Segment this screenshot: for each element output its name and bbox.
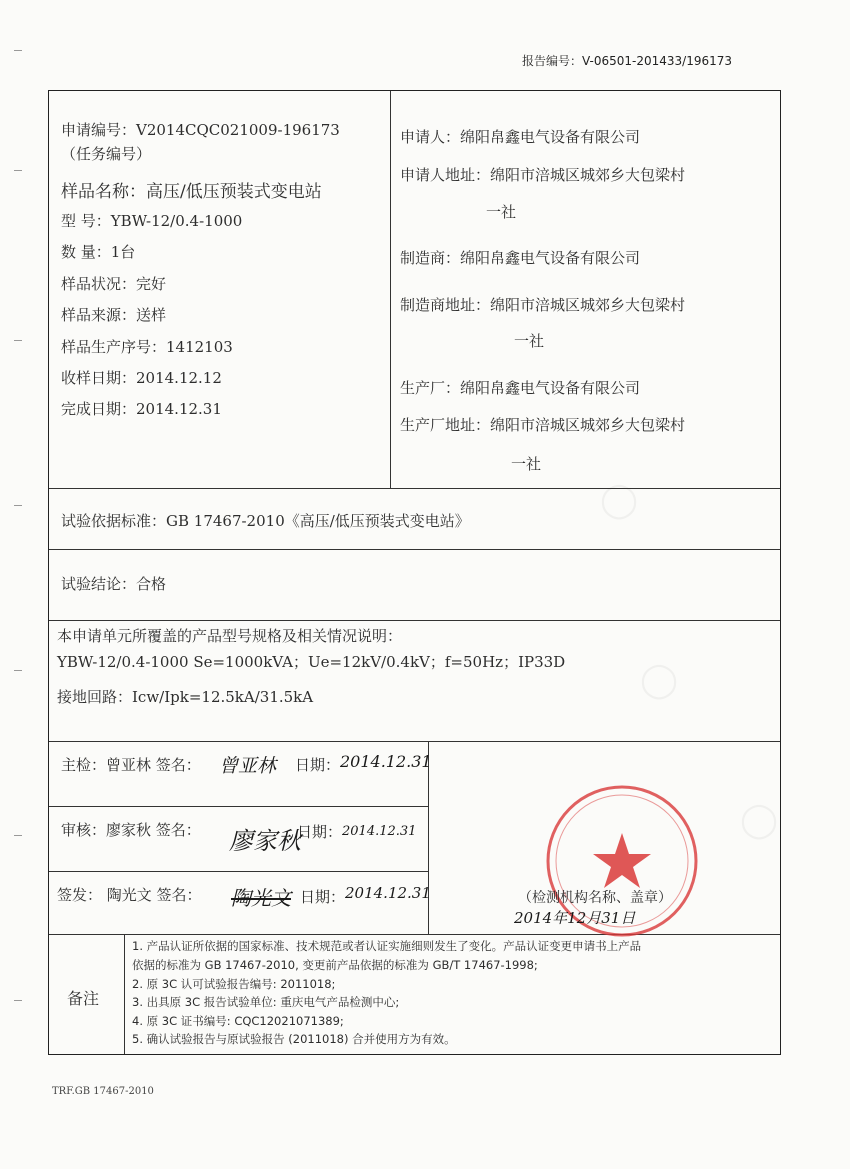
row-divider (49, 871, 429, 872)
issuer-label: 签发： 陶光文 签名： (57, 886, 202, 904)
sample-source: 样品来源：送样 (61, 306, 167, 324)
remark-item: 3. 出具原 3C 报告试验单位: 重庆电气产品检测中心; (132, 995, 400, 1009)
form-code: TRF.GB 17467-2010 (52, 1086, 154, 1097)
manufacturer: 制造商：绵阳帛鑫电气设备有限公司 (400, 249, 641, 267)
inspector-signature: 曾亚林 (219, 755, 277, 777)
row-divider (49, 806, 429, 807)
punch-mark (14, 505, 22, 506)
grounding-circuit: 接地回路：Icw/Ipk=12.5kA/31.5kA (57, 688, 314, 706)
remarks-label: 备注 (67, 989, 100, 1008)
issuer-date: 2014.12.31 (345, 884, 431, 902)
watermark-logo: ◯ (600, 480, 639, 520)
row-divider (49, 620, 780, 621)
remarks-divider (124, 934, 125, 1054)
factory-address-line2: 一社 (511, 455, 542, 473)
manufacturer-address-line2: 一社 (514, 332, 545, 350)
info-divider (390, 91, 391, 488)
inspector-label: 主检：曾亚林 签名： (61, 756, 201, 774)
application-number: 申请编号：V2014CQC021009-196173 (61, 121, 340, 139)
row-divider (49, 549, 780, 550)
remark-item: 2. 原 3C 认可试验报告编号: 2011018; (132, 977, 336, 991)
product-desc-heading: 本申请单元所覆盖的产品型号规格及相关情况说明： (57, 627, 403, 645)
applicant-address: 申请人地址：绵阳市涪城区城郊乡大包梁村 (400, 166, 686, 184)
reviewer-date: 2014.12.31 (342, 824, 417, 839)
factory: 生产厂：绵阳帛鑫电气设备有限公司 (400, 379, 641, 397)
punch-mark (14, 50, 22, 51)
remark-item: 4. 原 3C 证书编号: CQC12021071389; (132, 1014, 344, 1028)
completion-date: 完成日期：2014.12.31 (61, 400, 222, 418)
model: 型 号：YBW-12/0.4-1000 (61, 212, 243, 230)
manufacturer-address: 制造商地址：绵阳市涪城区城郊乡大包梁村 (400, 296, 686, 314)
inspector-date-label: 日期： (295, 756, 341, 774)
issuer-date-label: 日期： (300, 888, 346, 906)
issuer-signature: 陶光文 (231, 886, 291, 910)
watermark-logo: ◯ (740, 800, 779, 840)
product-spec: YBW-12/0.4-1000 Se=1000kVA；Ue=12kV/0.4kV；f=50Hz；IP33D (57, 653, 566, 671)
reviewer-date-label: 日期： (297, 823, 343, 841)
receipt-date: 收样日期：2014.12.12 (61, 369, 222, 387)
watermark-logo: ◯ (640, 660, 679, 700)
report-number: 报告编号：V-06501-201433/196173 (522, 54, 733, 68)
remark-item: 依据的标准为 GB 17467-2010, 变更前产品依据的标准为 GB/T 17467-1998; (132, 958, 538, 972)
reviewer-signature: 廖家秋 (229, 827, 301, 855)
inspector-date: 2014.12.31 (340, 752, 432, 771)
seal-date: 2014年12月31日 (514, 909, 636, 927)
punch-mark (14, 170, 22, 171)
test-conclusion: 试验结论：合格 (61, 575, 167, 593)
punch-mark (14, 670, 22, 671)
punch-mark (14, 340, 22, 341)
seal-caption: （检测机构名称、盖章） (518, 890, 672, 906)
row-divider (49, 488, 780, 489)
remark-item: 1. 产品认证所依据的国家标准、技术规范或者认证实施细则发生了变化。产品认证变更申请书上产品 (132, 939, 642, 953)
task-number: （任务编号） (61, 145, 152, 163)
sample-serial-number: 样品生产序号：1412103 (61, 338, 233, 356)
test-standard: 试验依据标准：GB 17467-2010《高压/低压预装式变电站》 (61, 512, 470, 530)
factory-address: 生产厂地址：绵阳市涪城区城郊乡大包梁村 (400, 416, 686, 434)
row-divider (49, 741, 780, 742)
sample-condition: 样品状况：完好 (61, 275, 167, 293)
punch-mark (14, 1000, 22, 1001)
reviewer-label: 审核：廖家秋 签名： (61, 821, 201, 839)
report-form (48, 90, 781, 1055)
remark-item: 5. 确认试验报告与原试验报告 (2011018) 合并使用方为有效。 (132, 1032, 456, 1046)
quantity: 数 量：1台 (61, 243, 136, 261)
applicant-address-line2: 一社 (486, 203, 517, 221)
sample-name: 样品名称：高压/低压预装式变电站 (61, 182, 322, 202)
applicant: 申请人：绵阳帛鑫电气设备有限公司 (400, 128, 641, 146)
punch-mark (14, 835, 22, 836)
